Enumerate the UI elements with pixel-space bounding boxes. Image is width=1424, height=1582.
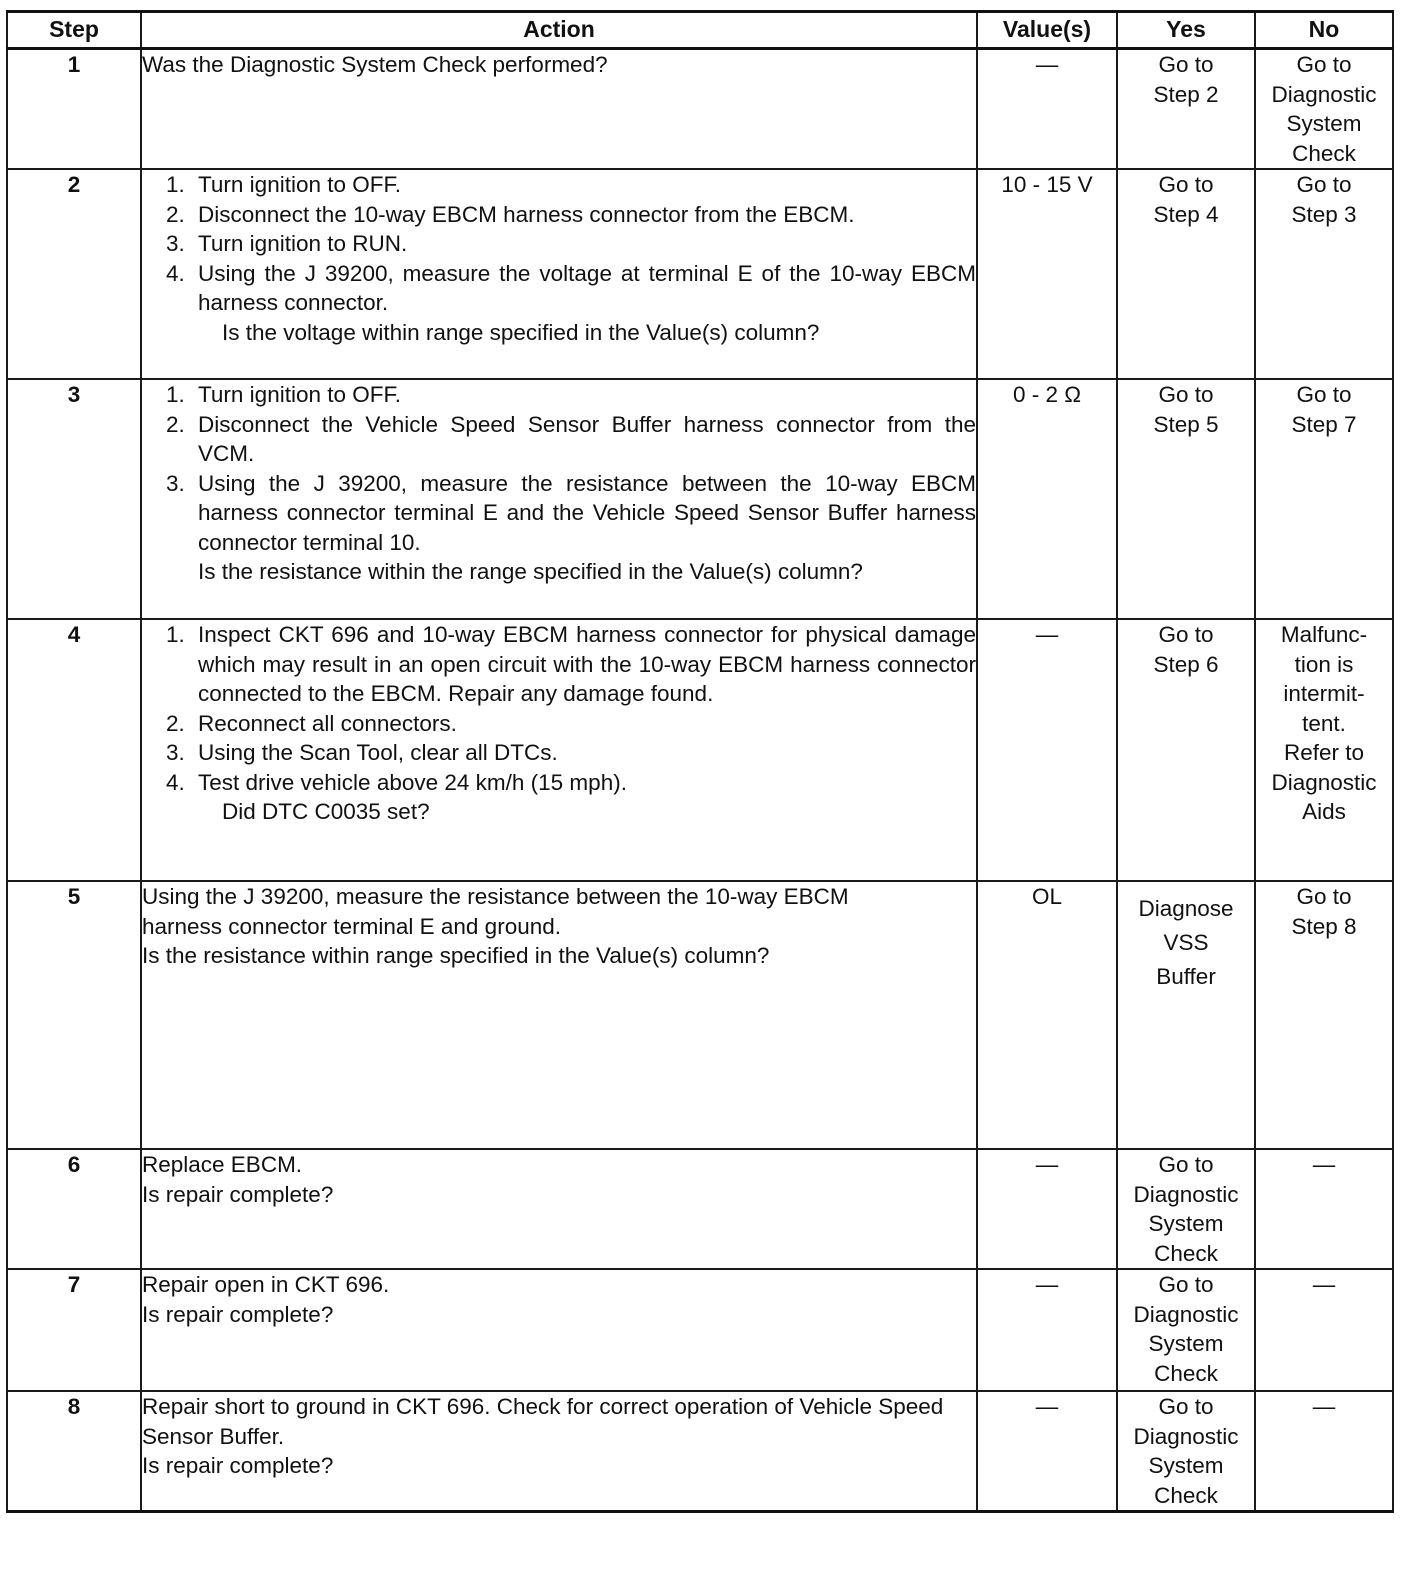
- action-text: Replace EBCM.: [142, 1152, 303, 1177]
- no-text: —: [1312, 1394, 1336, 1419]
- no-cell: [1255, 49, 1393, 170]
- value-cell: [977, 881, 1117, 1149]
- value-cell: [977, 379, 1117, 619]
- yes-cell: [1117, 619, 1255, 881]
- value-cell: [977, 49, 1117, 170]
- no-text: —: [1312, 1152, 1336, 1177]
- no-cell: [1255, 881, 1393, 1149]
- action-cell: [141, 619, 977, 881]
- value-text: 0 - 2 Ω: [1012, 382, 1082, 407]
- no-text: —: [1312, 1272, 1336, 1297]
- action-step: Disconnect the Vehicle Speed Sensor Buffer harness connector from the VCM.: [198, 411, 976, 466]
- no-text: Go to Step 3: [1291, 172, 1357, 227]
- action-step: Using the J 39200, measure the resistance between the 10-way EBCM harness connector terminal E and the Vehicle Speed Sensor Buffer harness connector terminal 10.: [198, 470, 976, 555]
- action-step: Inspect CKT 696 and 10-way EBCM harness connector for physical damage which may result in an open circuit with the 10-way EBCM harness connector connected to the EBCM. Repair any damage found.: [198, 622, 976, 706]
- yes-cell: [1117, 1149, 1255, 1269]
- step-number: 2: [7, 169, 141, 379]
- action-step: Test drive vehicle above 24 km/h (15 mph).: [198, 769, 627, 795]
- value-text: OL: [1031, 884, 1062, 909]
- value-cell: [977, 1269, 1117, 1391]
- action-step: Using the J 39200, measure the voltage at terminal E of the 10-way EBCM harness connector.: [198, 260, 976, 315]
- action-cell: [141, 1391, 977, 1512]
- value-text: —: [1035, 1272, 1059, 1297]
- action-step: Disconnect the 10-way EBCM harness connector from the EBCM.: [198, 201, 855, 227]
- table-row: [7, 1391, 1393, 1512]
- table-row: [7, 619, 1393, 881]
- yes-text: Go to Step 6: [1153, 622, 1219, 677]
- action-step: Turn ignition to OFF.: [198, 382, 401, 407]
- table-row: [7, 1149, 1393, 1269]
- value-cell: [977, 1149, 1117, 1269]
- action-question: Is repair complete?: [142, 1181, 334, 1207]
- action-text: Using the J 39200, measure the resistance between the 10-way EBCM harness connector terminal E and ground.: [142, 884, 849, 939]
- action-text: Repair short to ground in CKT 696. Check for correct operation of Vehicle Speed Sensor Buffer.: [142, 1394, 944, 1449]
- yes-text: Go to Diagnostic System Check: [1133, 1272, 1239, 1386]
- yes-cell: [1117, 1269, 1255, 1391]
- no-cell: [1255, 1269, 1393, 1391]
- no-cell: [1255, 619, 1393, 881]
- header-yes: Yes: [1117, 12, 1255, 49]
- action-steps-list: [142, 380, 976, 557]
- no-text: Go to Step 8: [1291, 884, 1357, 939]
- action-text: Was the Diagnostic System Check performed?: [142, 52, 608, 77]
- action-step: Turn ignition to RUN.: [198, 231, 408, 256]
- no-text: Go to Step 7: [1291, 382, 1357, 437]
- action-step: Using the Scan Tool, clear all DTCs.: [198, 740, 558, 765]
- action-question: Did DTC C0035 set?: [222, 799, 430, 824]
- header-no: No: [1255, 12, 1393, 49]
- action-question: Is the resistance within range specified in the Value(s) column?: [142, 943, 770, 968]
- diagnostic-table-page: [6, 10, 1392, 1513]
- value-text: —: [1035, 622, 1059, 647]
- no-cell: [1255, 1391, 1393, 1512]
- action-step: Turn ignition to OFF.: [198, 172, 401, 197]
- yes-cell: [1117, 169, 1255, 379]
- action-cell: [141, 169, 977, 379]
- action-cell: [141, 379, 977, 619]
- table-row: [7, 1269, 1393, 1391]
- value-text: —: [1035, 52, 1059, 77]
- value-text: —: [1035, 1394, 1059, 1419]
- no-text: Go to Diagnostic System Check: [1271, 52, 1377, 166]
- yes-cell: [1117, 881, 1255, 1149]
- action-steps-list: [142, 620, 976, 797]
- yes-text: Go to Step 2: [1153, 52, 1219, 107]
- action-cell: [141, 881, 977, 1149]
- value-text: —: [1035, 1152, 1059, 1177]
- action-question: Is repair complete?: [142, 1301, 334, 1327]
- action-steps-list: [142, 170, 976, 318]
- yes-text: Diagnose VSS Buffer: [1138, 896, 1234, 989]
- no-cell: [1255, 379, 1393, 619]
- yes-text: Go to Diagnostic System Check: [1133, 1394, 1239, 1508]
- yes-cell: [1117, 1391, 1255, 1512]
- step-number: 1: [7, 49, 141, 170]
- action-question: Is repair complete?: [142, 1453, 334, 1478]
- value-cell: [977, 619, 1117, 881]
- yes-cell: [1117, 49, 1255, 170]
- table-header-row: [7, 12, 1393, 49]
- step-number: 7: [7, 1269, 141, 1391]
- step-number: 5: [7, 881, 141, 1149]
- step-number: 8: [7, 1391, 141, 1512]
- yes-text: Go to Step 4: [1153, 172, 1219, 227]
- no-cell: [1255, 1149, 1393, 1269]
- yes-text: Go to Step 5: [1153, 382, 1219, 437]
- diagnostic-table: [6, 10, 1394, 1513]
- value-text: 10 - 15 V: [1001, 172, 1093, 197]
- step-number: 6: [7, 1149, 141, 1269]
- header-action: Action: [141, 12, 977, 49]
- yes-text: Go to Diagnostic System Check: [1133, 1152, 1239, 1266]
- action-text: Repair open in CKT 696.: [142, 1272, 390, 1297]
- action-cell: [141, 49, 977, 170]
- table-row: [7, 379, 1393, 619]
- action-cell: [141, 1269, 977, 1391]
- step-number: 4: [7, 619, 141, 881]
- header-values: Value(s): [977, 12, 1117, 49]
- no-text: Malfunc- tion is intermit- tent. Refer to Diagnostic Aids: [1271, 622, 1377, 824]
- table-row: [7, 169, 1393, 379]
- action-question: Is the resistance within the range specified in the Value(s) column?: [198, 559, 863, 584]
- no-cell: [1255, 169, 1393, 379]
- action-cell: [141, 1149, 977, 1269]
- header-step: Step: [7, 12, 141, 49]
- table-row: [7, 881, 1393, 1149]
- value-cell: [977, 169, 1117, 379]
- action-step: Reconnect all connectors.: [198, 710, 457, 736]
- action-question: Is the voltage within range specified in the Value(s) column?: [222, 319, 820, 345]
- table-row: [7, 49, 1393, 170]
- step-number: 3: [7, 379, 141, 619]
- value-cell: [977, 1391, 1117, 1512]
- yes-cell: [1117, 379, 1255, 619]
